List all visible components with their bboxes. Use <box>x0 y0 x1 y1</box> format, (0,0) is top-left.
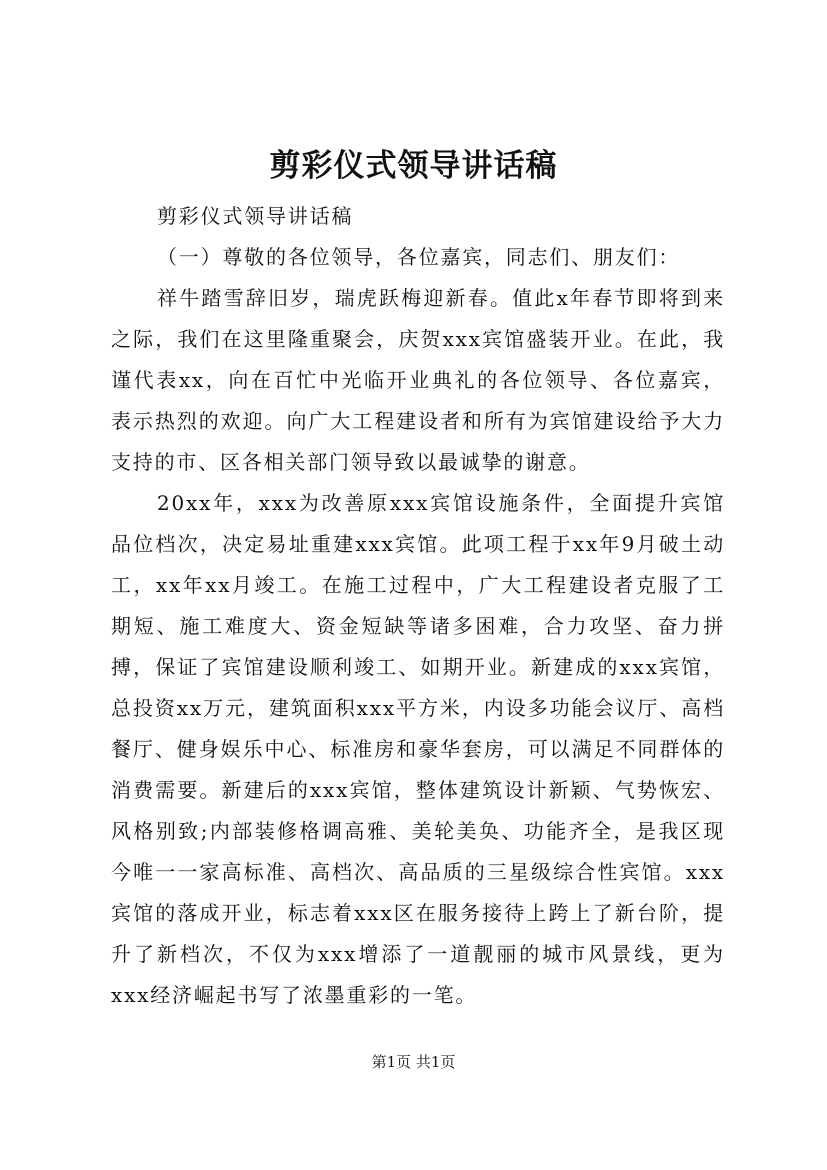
page-footer: 第1页 共1页 <box>371 1053 456 1071</box>
document-title: 剪彩仪式领导讲话稿 <box>269 148 558 184</box>
paragraph-salutation: （一）尊敬的各位领导，各位嘉宾，同志们、朋友们： <box>157 245 681 269</box>
document-body <box>111 196 725 1016</box>
paragraph-subtitle: 剪彩仪式领导讲话稿 <box>157 204 354 228</box>
paragraph-welcome: 祥牛踏雪辞旧岁，瑞虎跃梅迎新春。值此x年春节即将到来之际，我们在这里隆重聚会，庆贺xxx宾馆盛装开业。在此，我谨代表xx，向在百忙中光临开业典礼的各位领导、各位嘉宾，表示热烈的欢迎。向广大工程建设者和所有为宾馆建设给予大力支持的市、区各相关部门领导致以最诚挚的谢意。 <box>111 286 725 474</box>
paragraph-project: 20xx年，xxx为改善原xxx宾馆设施条件，全面提升宾馆品位档次，决定易址重建xxx宾馆。此项工程于xx年9月破土动工，xx年xx月竣工。在施工过程中，广大工程建设者克服了工期短、施工难度大、资金短缺等诸多困难，合力攻坚、奋力拼搏，保证了宾馆建设顺利竣工、如期开业。新建成的xxx宾馆，总投资xx万元，建筑面积xxx平方米，内设多功能会议厅、高档餐厅、健身娱乐中心、标准房和豪华套房，可以满足不同群体的消费需要。新建后的xxx宾馆，整体建筑设计新颖、气势恢宏、风格别致;内部装修格调高雅、美轮美奂、功能齐全，是我区现今唯一一家高标准、高档次、高品质的三星级综合性宾馆。xxx宾馆的落成开业，标志着xxx区在服务接待上跨上了新台阶，提升了新档次，不仅为xxx增添了一道靓丽的城市风景线，更为xxx经济崛起书写了浓墨重彩的一笔。 <box>111 491 725 1007</box>
